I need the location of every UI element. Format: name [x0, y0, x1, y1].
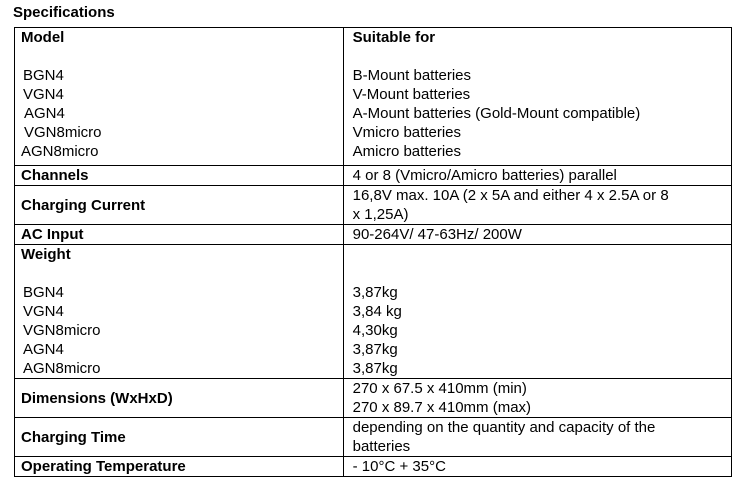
charging-current-label: Charging Current [21, 196, 146, 214]
model-name: VGN4 [23, 86, 64, 103]
ac-input-label: AC Input [21, 226, 84, 243]
charging-current-label-cell [15, 186, 344, 225]
charging-current-line2: x 1,25A) [352, 206, 409, 223]
channels-label: Channels [21, 167, 89, 184]
weight-value-cell [343, 245, 731, 379]
charging-current-value-cell [343, 186, 731, 225]
suitable-value: B-Mount batteries [352, 67, 472, 84]
table-row [15, 28, 732, 166]
charging-current-line1: 16,8V max. 10A (2 x 5A and either 4 x 2.5A or 8 [352, 187, 669, 204]
specifications-table [14, 27, 732, 477]
weight-model: BGN4 [23, 284, 64, 301]
suitable-value: A-Mount batteries (Gold-Mount compatible) [352, 105, 641, 122]
weight-value: 3,84 kg [352, 303, 402, 320]
operating-temperature-value-cell [343, 457, 731, 477]
model-name: AGN4 [24, 105, 65, 122]
ac-input-label-cell [15, 225, 344, 245]
dimensions-label-cell [15, 379, 344, 418]
operating-temperature-value: - 10°C + 35°C [352, 458, 446, 475]
table-row [15, 225, 732, 245]
ac-input-value-cell [343, 225, 731, 245]
weight-model: AGN8micro [23, 360, 101, 377]
model-header: Model [21, 29, 65, 46]
dimensions-value-cell [343, 379, 731, 418]
operating-temperature-label-cell [15, 457, 344, 477]
ac-input-value: 90-264V/ 47-63Hz/ 200W [352, 226, 522, 243]
channels-value: 4 or 8 (Vmicro/Amicro batteries) parallel [352, 167, 617, 184]
charging-time-label-cell [15, 418, 344, 457]
dimensions-label: Dimensions (WxHxD) [21, 389, 173, 407]
suitable-header: Suitable for [352, 29, 436, 46]
model-name: BGN4 [23, 67, 64, 84]
suitable-cell [343, 28, 731, 166]
table-row [15, 418, 732, 457]
channels-value-cell [343, 166, 731, 186]
weight-value: 4,30kg [352, 322, 398, 339]
weight-value: 3,87kg [352, 341, 398, 358]
channels-label-cell [15, 166, 344, 186]
weight-value: 3,87kg [352, 284, 398, 301]
table-row [15, 245, 732, 379]
dimensions-min: 270 x 67.5 x 410mm (min) [352, 380, 527, 397]
suitable-value: Vmicro batteries [352, 124, 461, 141]
weight-model: VGN4 [23, 303, 64, 320]
weight-label-cell [15, 245, 344, 379]
charging-time-value-cell [343, 418, 731, 457]
weight-label: Weight [21, 246, 71, 263]
weight-model: VGN8micro [23, 322, 101, 339]
model-cell [15, 28, 344, 166]
table-row [15, 457, 732, 477]
charging-time-label: Charging Time [21, 428, 126, 446]
weight-model: AGN4 [23, 341, 64, 358]
table-row [15, 379, 732, 418]
operating-temperature-label: Operating Temperature [21, 458, 186, 475]
suitable-value: Amicro batteries [352, 143, 461, 160]
suitable-value: V-Mount batteries [352, 86, 471, 103]
weight-value: 3,87kg [352, 360, 398, 377]
dimensions-max: 270 x 89.7 x 410mm (max) [352, 399, 532, 416]
charging-time-line2: batteries [352, 438, 411, 455]
table-row [15, 166, 732, 186]
charging-time-line1: depending on the quantity and capacity of the [352, 419, 656, 436]
model-name: VGN8micro [24, 124, 102, 141]
model-name: AGN8micro [21, 143, 99, 160]
table-row [15, 186, 732, 225]
page-title: Specifications [13, 4, 115, 21]
